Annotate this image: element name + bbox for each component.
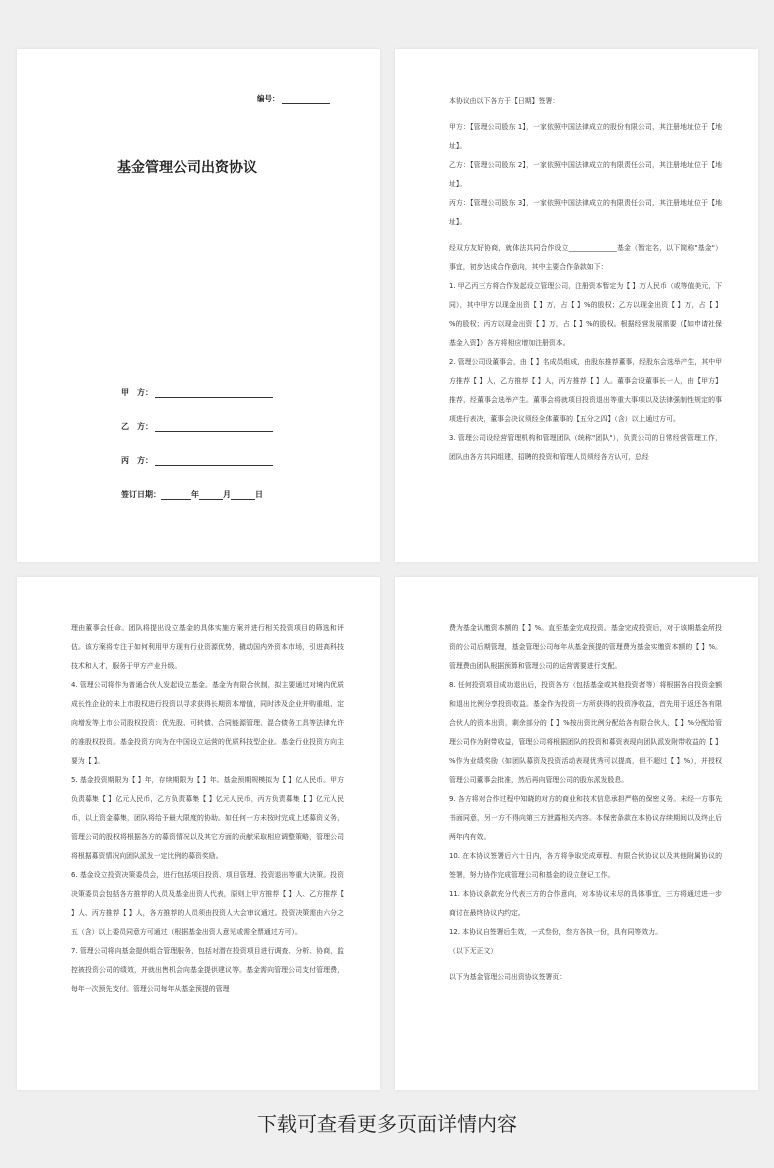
paragraph: 5. 基金投资期限为【 】年，存续期限为【 】年。基金预期规模拟为【 】亿人民币。甲方负责募集【 】亿元人民币，乙方负责募集【 】亿元人民币，丙方负责募集【 】亿元人民币，以上资金募集，团队将给予最大限度的协助。如任何一方未按时完成上述募资义务，管理公司的股权将根据各方的募资情况以及其它方面的贡献采取相应调整策略，管理公司将根据募资情况向团队派发一定比例的募资奖励。 bbox=[71, 776, 344, 860]
party-b-signature bbox=[121, 421, 273, 432]
paragraph: 费为基金认缴资本额的【 】%。直至基金完成投资。基金完成投资后，对于该期基金所投资的公司后期管理，基金管理公司每年从基金预提的管理费为基金实缴资本额的【 】%。管理费由团队根据预算和管理公司的运营需要进行支配。 bbox=[449, 624, 722, 670]
paragraph: 经双方友好协商，就体法共同合作设立______________基金（暂定名，以下简称"基金"）事宜，初步达成合作意向，其中主要合作条款如下： bbox=[449, 244, 722, 271]
paragraph: 6. 基金设立投资决策委员会，进行包括项目投资、项目管理、投资退出等重大决策。投资决策委员会包括各方推荐的人员及基金出资人代表，原则上甲方推荐【 】人、乙方推荐【 】人、丙方推荐【 】人，各方推荐的人员须由投资人大会审议通过。投资决策需由六分之五（含）以上委员同意方可通过（根据基金出资人意见或需全票通过方可）。 bbox=[71, 871, 344, 936]
party-a-signature bbox=[121, 387, 273, 398]
paragraph: 甲方：【管理公司股东 1】，一家依照中国法律成立的股份有限公司，其注册地址位于【地址】。 bbox=[449, 123, 722, 150]
paragraph: 11. 本协议条款充分代表三方的合作意向，对本协议未尽的具体事宜，三方将通过进一步商讨在最终协议内约定。 bbox=[449, 890, 722, 917]
day-label: 日 bbox=[255, 490, 263, 499]
paragraph-gap bbox=[449, 961, 722, 968]
paragraph: 本协议由以下各方于【日期】签署： bbox=[449, 97, 560, 105]
serial-label: 编号： bbox=[257, 94, 280, 103]
party-b-blank bbox=[155, 422, 273, 432]
date-label: 签订日期： bbox=[121, 490, 161, 499]
page-2-body bbox=[449, 92, 722, 467]
signing-date bbox=[121, 489, 263, 500]
paragraph: 12. 本协议自签署后生效，一式叁份，叁方各执一份，具有同等效力。 bbox=[449, 928, 662, 936]
paragraph: 以下为基金管理公司出资协议签署页： bbox=[449, 973, 567, 981]
day-blank bbox=[231, 490, 255, 500]
agreement-page-4 bbox=[395, 577, 758, 1090]
year-blank bbox=[161, 490, 191, 500]
paragraph: 2. 管理公司设董事会，由【 】名成员组成，由股东推荐董事，经股东会选举产生，其中甲方推荐【 】人，乙方推荐【 】人，丙方推荐【 】人。董事会设董事长一人，由【甲方】推荐，经董事会选举产生。董事会将就项目投资退出等重大事项以及法律强制性规定的事项进行表决，董事会决议须经全体董事的【五分之四】（含）以上通过方可。 bbox=[449, 358, 722, 423]
paragraph: （以下无正文） bbox=[449, 947, 498, 955]
party-c-label: 丙 方： bbox=[121, 456, 153, 465]
paragraph: 1. 甲乙丙三方将合作发起设立管理公司，注册资本暂定为【 】万人民币（或等值美元，下同），其中甲方以现金出资【 】万，占【 】%的股权；乙方以现金出资【 】万，占【 】%的股权；丙方以现金出资【 】万，占【 】%的股权。根据经营发展需要（【如申请社保基金入资】）各方将相应增加注册资本。 bbox=[449, 282, 722, 347]
paragraph: 7. 管理公司将向基金提供组合管理服务，包括对潜在投资项目进行调查、分析、协商，监控被投资公司的绩效，并就出售机会向基金提供建议等。基金需向管理公司支付管理费，每年一次预先支付。管理公司每年从基金预提的管理 bbox=[71, 947, 344, 993]
agreement-page-2 bbox=[395, 49, 758, 562]
month-label: 月 bbox=[223, 490, 231, 499]
serial-blank bbox=[282, 95, 330, 104]
cover-page bbox=[17, 49, 380, 562]
party-c-signature bbox=[121, 455, 273, 466]
paragraph: 10. 在本协议签署后六十日内，各方将争取完成章程、有限合伙协议以及其他附属协议的签署，努力协作完成管理公司和基金的设立登记工作。 bbox=[449, 852, 722, 879]
serial-number-field bbox=[257, 93, 330, 104]
paragraph: 理由董事会任命。团队将提出设立基金的具体实施方案并进行相关投资项目的筛选和评估。该方案将专注于如何利用甲方现有行业资源优势，撬动国内外资本市场，引进高科技技术和人才，服务于甲方产业升级。 bbox=[71, 624, 344, 670]
agreement-page-3 bbox=[17, 577, 380, 1090]
more-pages-caption: 下载可查看更多页面详情内容 bbox=[257, 1112, 517, 1136]
paragraph: 3. 管理公司设经营管理机构和管理团队（统称"团队"），负责公司的日常经营管理工作，团队由各方共同组建，招聘的投资和管理人员须经各方认可，总经 bbox=[449, 434, 722, 461]
paragraph-gap bbox=[449, 111, 722, 118]
paragraph-gap bbox=[449, 232, 722, 239]
paragraph: 8. 任何投资项目成功退出后，投资各方（包括基金或其他投资者等）将根据各自投资金额和退出比例分享投资收益。基金作为投资一方所获得的投资净收益，首先用于返还各有限合伙人的资本出资，剩余部分的【 】%按出资比例分配给各有限合伙人，【 】%分配给管理公司作为附带收益，管理公司将根据团队的投资和募资表现向团队派发附带收益的【 】%作为业绩奖励（如团队募资及投资活动表现优秀可以提高，但不超过【 】%），并授权管理公司董事会批准，然后再向管理公司的股东派发股息。 bbox=[449, 681, 722, 784]
paragraph: 4. 管理公司将作为普通合伙人发起设立基金。基金为有限合伙制，拟主要通过对境内优质成长性企业的未上市股权进行投资以寻求获得长期资本增值，同时涉及企业并购重组、定向增发等上市公司股权投资：优先股、可转债、合同能源管理、混合债务工具等法律允许的准股权投资。基金投资方向为在中国设立运营的优质科技型企业。基金行业投资方向主要为【 】。 bbox=[71, 681, 344, 765]
page-3-body bbox=[71, 619, 344, 999]
party-a-blank bbox=[155, 388, 273, 398]
paragraph: 乙方：【管理公司股东 2】，一家依照中国法律成立的有限责任公司，其注册地址位于【地址】。 bbox=[449, 161, 722, 188]
paragraph: 丙方：【管理公司股东 3】，一家依照中国法律成立的有限责任公司，其注册地址位于【地址】。 bbox=[449, 199, 722, 226]
year-label: 年 bbox=[191, 490, 199, 499]
month-blank bbox=[199, 490, 223, 500]
paragraph: 9. 各方将对合作过程中知晓的对方的商业和技术信息承担严格的保密义务。未经一方事先书面同意，另一方不得向第三方泄露相关内容。本保密条款在本协议存续期间以及终止后两年内有效。 bbox=[449, 795, 722, 841]
document-title: 基金管理公司出资协议 bbox=[117, 160, 257, 176]
party-a-label: 甲 方： bbox=[121, 388, 153, 397]
page-4-body bbox=[449, 619, 722, 987]
party-b-label: 乙 方： bbox=[121, 422, 153, 431]
party-c-blank bbox=[155, 456, 273, 466]
